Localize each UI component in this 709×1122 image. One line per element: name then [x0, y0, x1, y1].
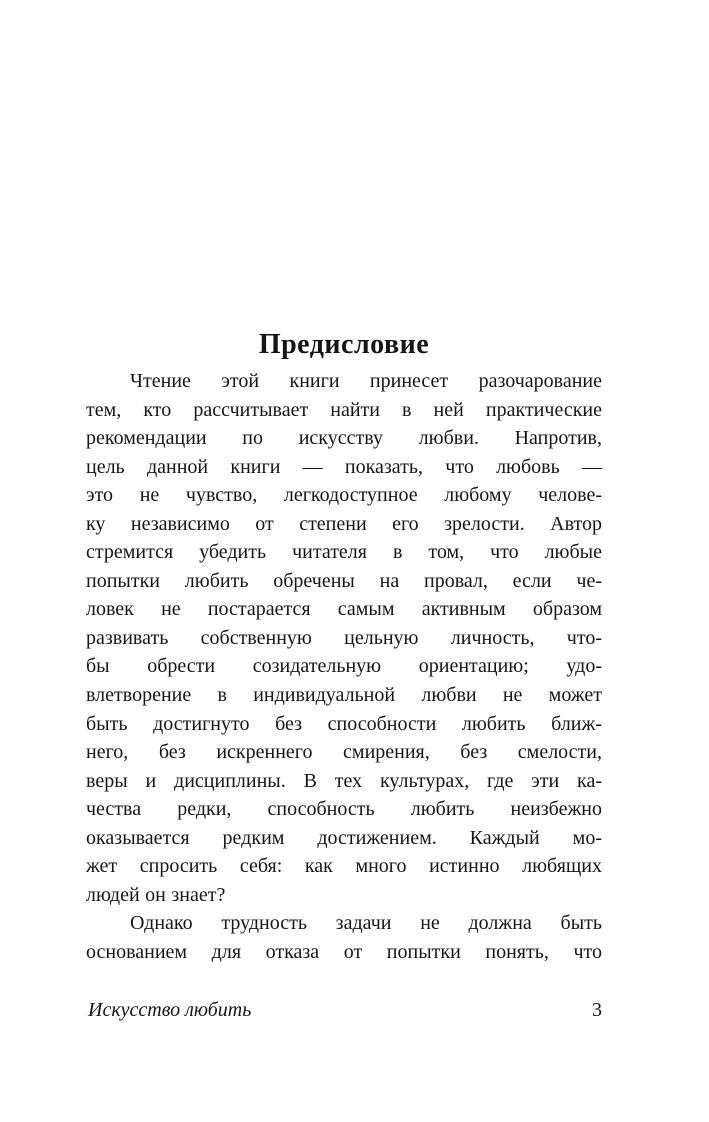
body-text: [86, 367, 602, 966]
body-text-line: оказывается редким достижением. Каждый мо-: [86, 826, 602, 849]
body-text-line: влетворение в индивидуальной любви не может: [86, 684, 602, 707]
body-text-line: людей он знает?: [86, 883, 226, 906]
body-text-line: жет спросить себя: как много истинно любящих: [86, 855, 602, 878]
body-text-line: рекомендации по искусству любви. Напротив,: [86, 427, 602, 450]
body-text-line: быть достигнуто без способности любить ближ-: [86, 712, 602, 735]
body-text-line: Чтение этой книги принесет разочарование: [130, 370, 602, 392]
body-text-line: это не чувство, легкодоступное любому челове-: [86, 484, 602, 507]
body-text-line: тем, кто рассчитывает найти в ней практические: [86, 398, 602, 421]
body-text-line: стремится убедить читателя в том, что любые: [86, 541, 602, 564]
body-text-line: ловек не постарается самым активным образом: [86, 598, 602, 621]
body-text-line: веры и дисциплины. В тех культурах, где эти ка-: [86, 769, 602, 792]
page-footer: [88, 997, 602, 1023]
body-text-line: основанием для отказа от попытки понять, что: [86, 940, 602, 963]
body-text-line: ку независимо от степени его зрелости. Автор: [86, 512, 602, 535]
page-number: 3: [592, 999, 602, 1021]
body-text-line: Однако трудность задачи не должна быть: [130, 912, 602, 935]
running-title: Искусство любить: [88, 999, 252, 1021]
body-text-line: бы обрести созидательную ориентацию; удо-: [86, 655, 602, 678]
body-text-line: попытки любить обречены на провал, если че-: [86, 569, 602, 592]
body-text-line: чества редки, способность любить неизбежно: [86, 798, 602, 821]
body-text-line: цель данной книги — показать, что любовь —: [86, 455, 602, 478]
body-text-line: развивать собственную цельную личность, что-: [86, 626, 602, 649]
chapter-heading: Предисловие: [258, 328, 430, 360]
body-text-line: него, без искреннего смирения, без смелости,: [86, 741, 602, 764]
